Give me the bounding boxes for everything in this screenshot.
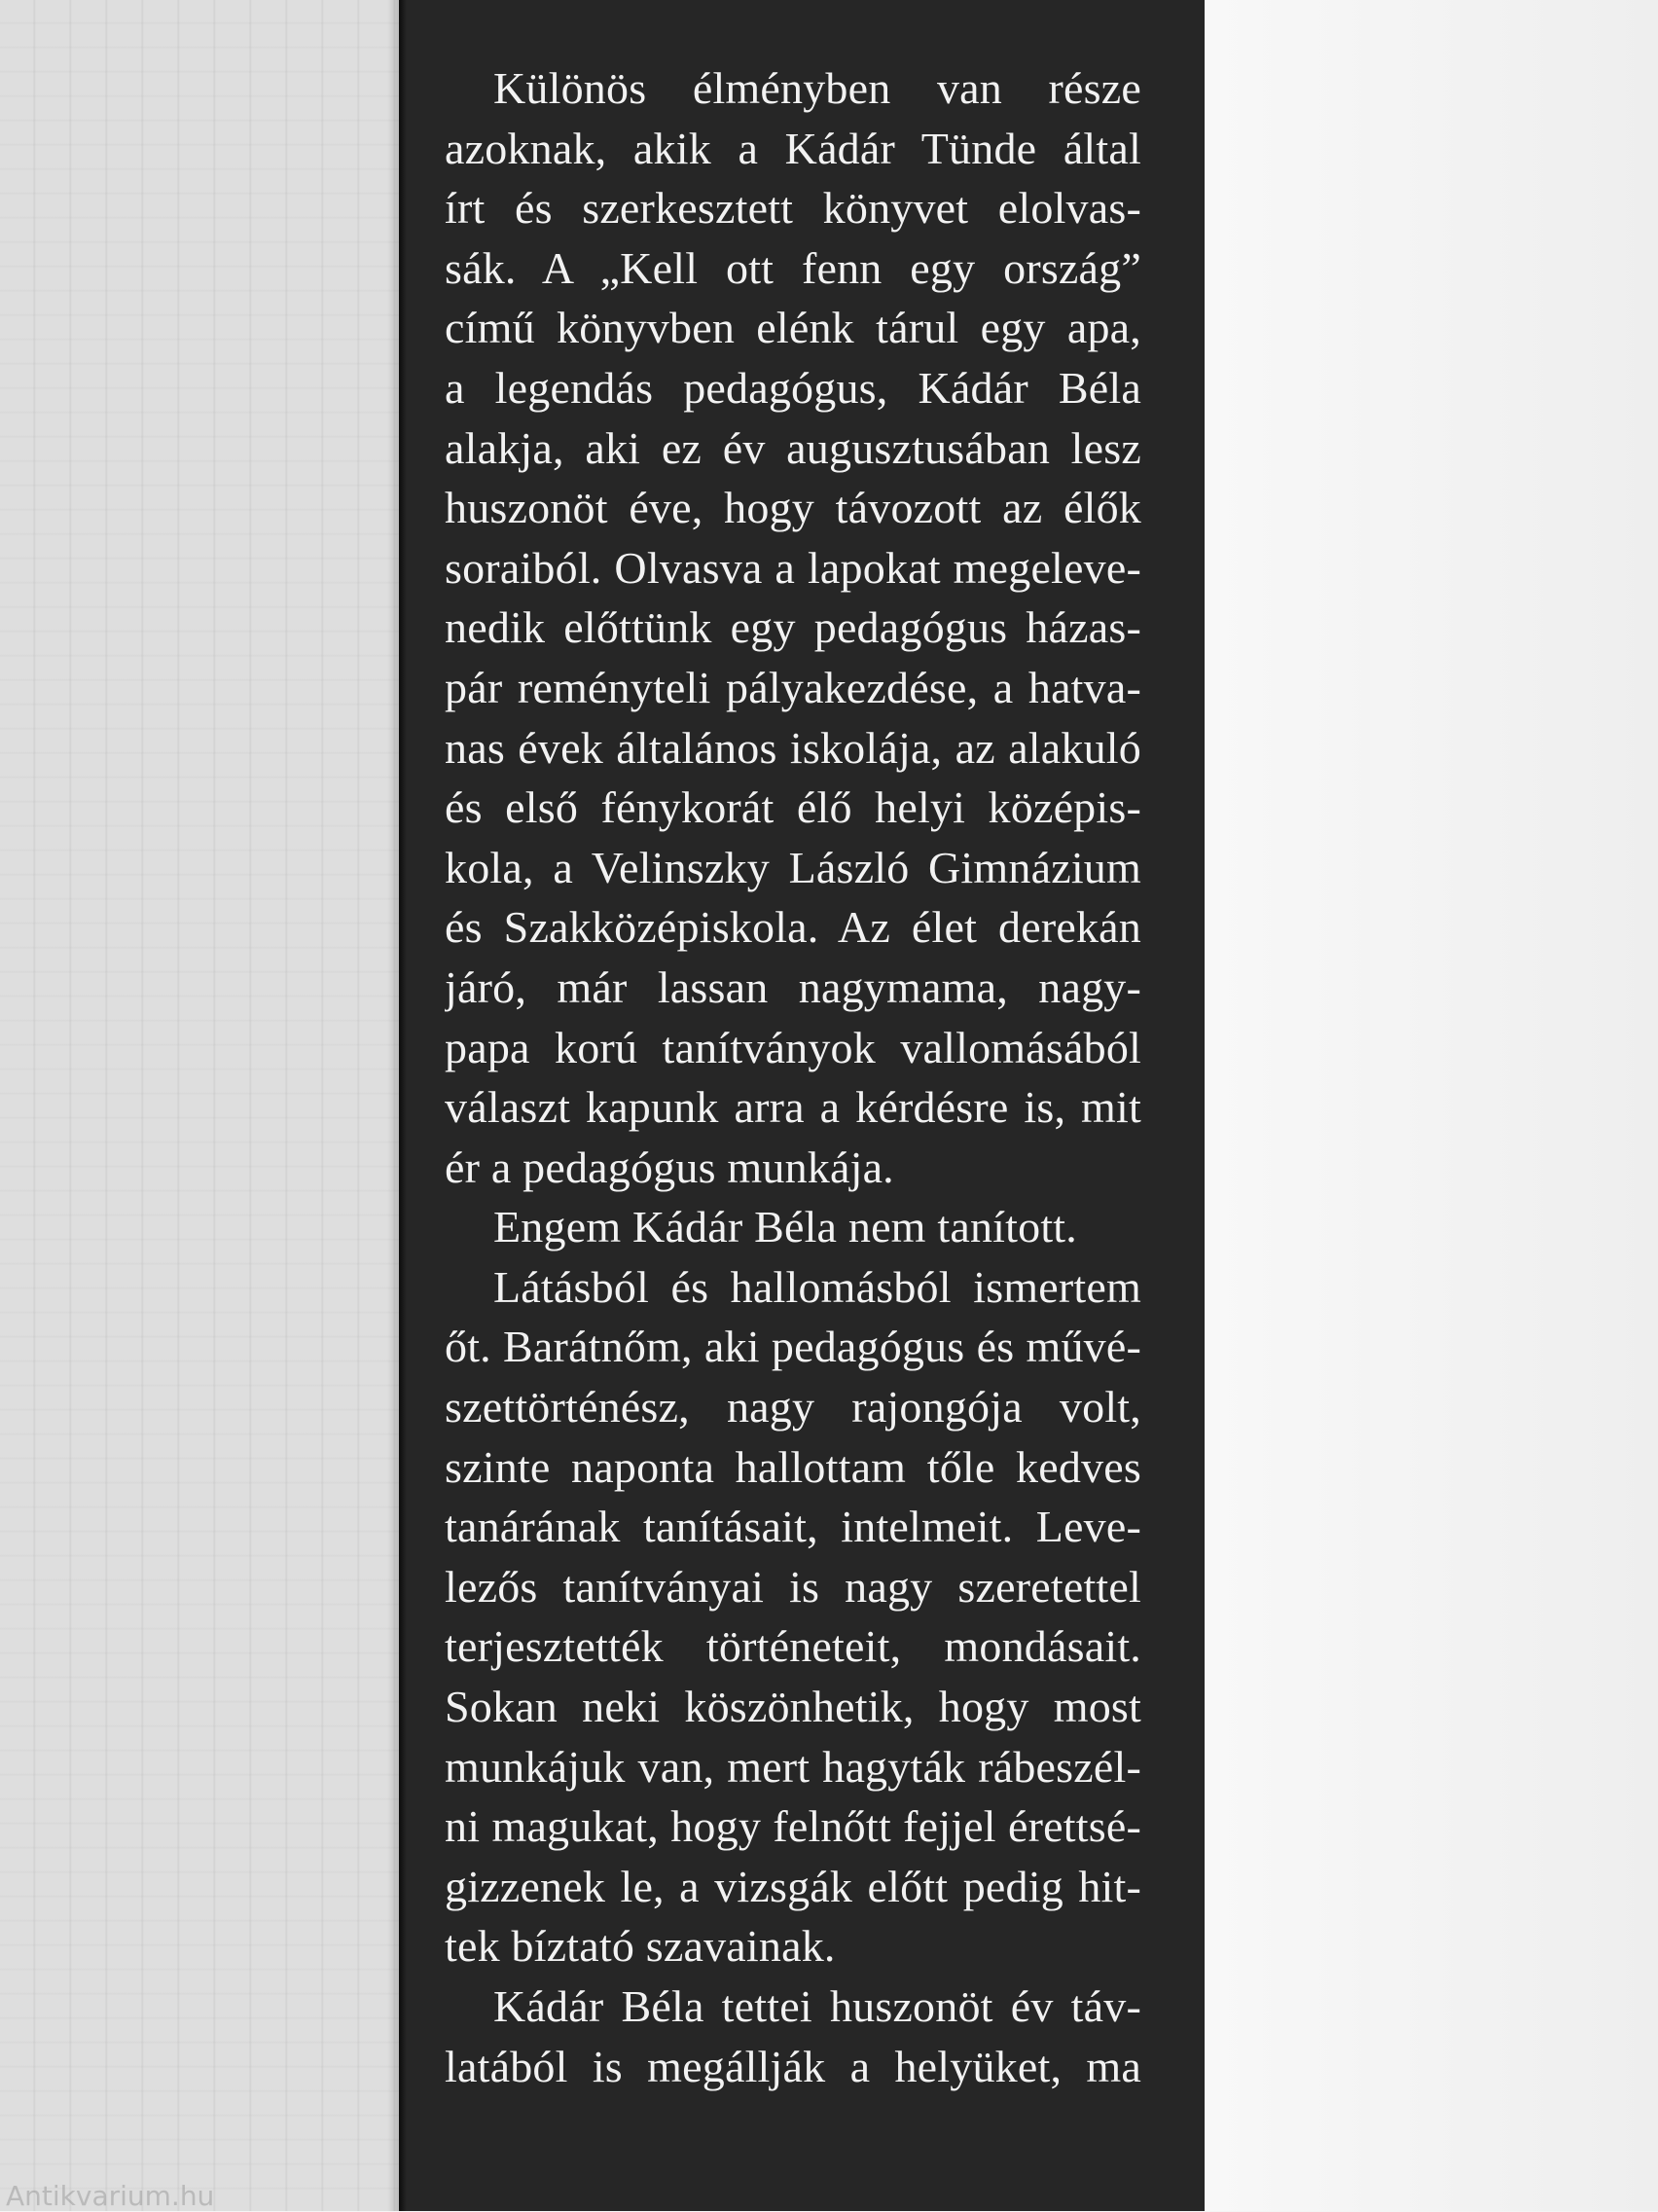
text-line: sák. A „Kell ott fenn egy ország” — [445, 242, 1141, 293]
text-line: járó, már lassan nagymama, nagy- — [445, 961, 1141, 1012]
text-line: kola, a Velinszky László Gimnázium — [445, 842, 1141, 892]
text-line: pár reményteli pályakezdése, a hatva- — [445, 662, 1141, 712]
text-line: című könyvben elénk tárul egy apa, — [445, 303, 1141, 353]
text-line: választ kapunk arra a kérdésre is, mit — [445, 1082, 1141, 1133]
text-line: tek bíztató szavainak. — [445, 1921, 836, 1972]
right-background — [1205, 0, 1658, 2211]
text-line: írt és szerkesztett könyvet elolvas- — [445, 183, 1141, 234]
text-line: és Szakközépiskola. Az élet derekán — [445, 902, 1141, 953]
text-line: munkájuk van, mert hagyták rábeszél- — [445, 1741, 1141, 1792]
text-line: terjesztették történeteit, mondásait. — [445, 1621, 1141, 1672]
text-line: a legendás pedagógus, Kádár Béla — [445, 362, 1141, 413]
left-background-wood — [0, 0, 399, 2211]
text-line: tanárának tanításait, intelmeit. Leve- — [445, 1502, 1141, 1552]
text-line: Különös élményben van része — [493, 63, 1141, 113]
text-line: lezős tanítványai is nagy szeretettel — [445, 1561, 1141, 1612]
text-line: és első fénykorát élő helyi középis- — [445, 782, 1141, 833]
text-line: huszonöt éve, hogy távozott az élők — [445, 483, 1141, 533]
text-line: szettörténész, nagy rajongója volt, — [445, 1382, 1141, 1432]
text-line: soraiból. Olvasva a lapokat megeleve- — [445, 542, 1141, 593]
text-body — [445, 58, 1141, 2096]
text-line: Kádár Béla tettei huszonöt év táv- — [493, 1981, 1141, 2031]
text-line: nedik előttünk egy pedagógus házas- — [445, 602, 1141, 653]
text-line: alakja, aki ez év augusztusában lesz — [445, 422, 1141, 473]
text-line: papa korú tanítványok vallomásából — [445, 1022, 1141, 1072]
text-line: nas évek általános iskolája, az alakuló — [445, 722, 1141, 773]
text-line: Sokan neki köszönhetik, hogy most — [445, 1682, 1141, 1732]
text-line: azoknak, akik a Kádár Tünde által — [445, 123, 1141, 173]
text-line: Engem Kádár Béla nem tanított. — [493, 1202, 1077, 1252]
text-line: ér a pedagógus munkája. — [445, 1142, 894, 1192]
watermark: Antikvarium.hu — [6, 2180, 215, 2212]
book-back-cover-text-panel — [399, 0, 1205, 2211]
text-line: latából is megállják a helyüket, ma — [445, 2041, 1141, 2091]
text-line: Látásból és hallomásból ismertem — [493, 1261, 1141, 1312]
text-line: őt. Barátnőm, aki pedagógus és művé- — [445, 1322, 1141, 1372]
text-line: szinte naponta hallottam tőle kedves — [445, 1441, 1141, 1492]
text-line: gizzenek le, a vizsgák előtt pedig hit- — [445, 1861, 1141, 1911]
spine-shadow — [399, 0, 407, 2211]
text-line: ni magukat, hogy felnőtt fejjel érettsé- — [445, 1801, 1141, 1852]
